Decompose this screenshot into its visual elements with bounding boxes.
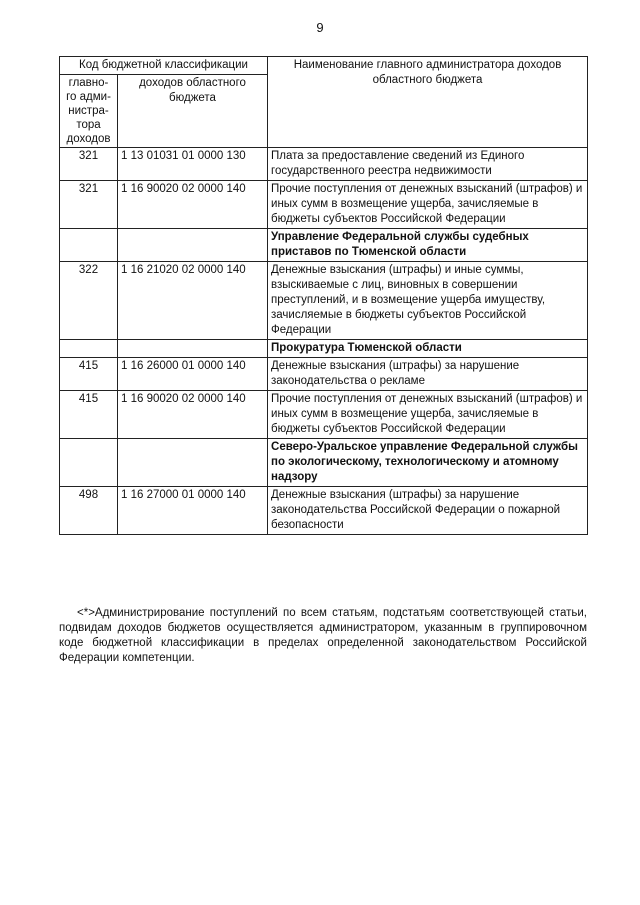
cell-name: Прочие поступления от денежных взысканий (штрафов) и иных сумм в возмещение ущерба, зачисляемые в бюджеты субъектов Российской Федерации [268,181,588,229]
cell-admin-code [60,229,118,262]
table-row [60,391,588,439]
table-row [60,148,588,181]
cell-admin-code: 415 [60,391,118,439]
header-admin-code-line: главно- [68,77,109,89]
cell-income-code [118,439,268,487]
cell-admin-code: 321 [60,181,118,229]
cell-admin-code [60,340,118,358]
cell-income-code [118,229,268,262]
footnote: <*>Администрирование поступлений по всем статьям, подстатьям соответствующей статьи, подвидам доходов бюджетов осуществляется администратором, указанным в группировочном коде бюджетной классификации в пределах определенной законодательством Российской Федерации компетенции. [59,607,587,664]
cell-income-code: 1 13 01031 01 0000 130 [118,148,268,181]
header-admin-code-line: нистра- [68,105,109,117]
cell-admin-code: 498 [60,487,118,535]
table-row [60,181,588,229]
cell-income-code: 1 16 90020 02 0000 140 [118,391,268,439]
cell-name: Денежные взыскания (штрафы) за нарушение законодательства о рекламе [268,358,588,391]
cell-income-code: 1 16 21020 02 0000 140 [118,262,268,340]
header-admin-code-line: го адми- [66,91,111,103]
cell-admin-code: 322 [60,262,118,340]
cell-name: Плата за предоставление сведений из Единого государственного реестра недвижимости [268,148,588,181]
table-row [60,262,588,340]
table-header-row-group [60,57,588,75]
cell-income-code [118,340,268,358]
cell-income-code: 1 16 27000 01 0000 140 [118,487,268,535]
cell-admin-code: 415 [60,358,118,391]
cell-income-code: 1 16 90020 02 0000 140 [118,181,268,229]
table-row [60,358,588,391]
table-row [60,487,588,535]
header-administrator-name: Наименование главного администратора доходов областного бюджета [268,57,588,148]
cell-name: Денежные взыскания (штрафы) за нарушение законодательства Российской Федерации о пожарной безопасности [268,487,588,535]
cell-admin-code [60,439,118,487]
table-row-organization [60,439,588,487]
header-income-code: доходов областного бюджета [118,75,268,148]
cell-organization-name: Северо-Уральское управление Федеральной службы по экологическому, технологическому и атомному надзору [268,439,588,487]
table-row-organization [60,340,588,358]
header-admin-code [60,75,118,148]
cell-name: Прочие поступления от денежных взысканий (штрафов) и иных сумм в возмещение ущерба, зачисляемые в бюджеты субъектов Российской Федерации [268,391,588,439]
cell-income-code: 1 16 26000 01 0000 140 [118,358,268,391]
budget-classification-table [59,56,588,535]
cell-organization-name: Прокуратура Тюменской области [268,340,588,358]
table-row-organization [60,229,588,262]
page-number: 9 [316,20,324,35]
header-admin-code-line: доходов [66,133,111,145]
cell-admin-code: 321 [60,148,118,181]
cell-name: Денежные взыскания (штрафы) и иные суммы, взыскиваемые с лиц, виновных в совершении преступлений, и в возмещение ущерба имуществу, зачисляемые в бюджеты субъектов Российской Федерации [268,262,588,340]
header-admin-code-line: тора [76,119,101,131]
cell-organization-name: Управление Федеральной службы судебных приставов по Тюменской области [268,229,588,262]
header-budget-classification-code: Код бюджетной классификации [60,57,268,75]
